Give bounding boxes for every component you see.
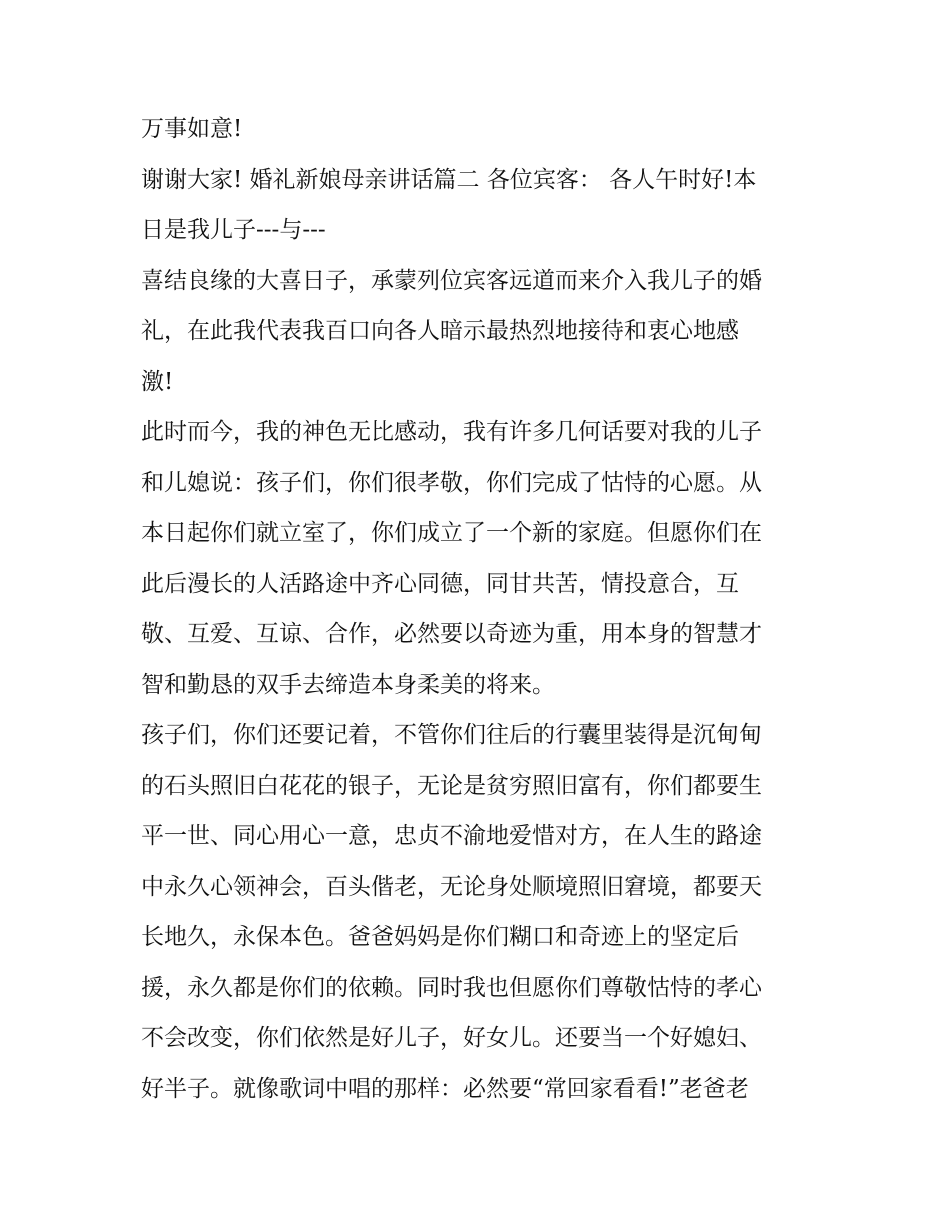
text-line: 好半子。就像歌词中唱的那样：必然要“常回家看看!”老爸老 [141,1076,749,1102]
text-line: 日是我儿子---与--- [141,217,326,243]
text-line: 援，永久都是你们的依赖。同时我也但愿你们尊敬怙恃的孝心 [141,975,762,1001]
text-line: 此时而今，我的神色无比感动，我有许多几何话要对我的儿子 [141,419,762,445]
text-line: 激! [141,369,174,395]
text-line: 中永久心领神会，百头偕老，无论身处顺境照旧窘境，都要天 [141,874,762,900]
text-line: 孩子们，你们还要记着，不管你们往后的行囊里装得是沉甸甸 [141,722,762,748]
text-line: 和儿媳说：孩子们，你们很孝敬，你们完成了怙恃的心愿。从 [141,470,762,496]
text-line: 不会改变，你们依然是好儿子，好女儿。还要当一个好媳妇、 [141,1025,762,1051]
text-line: 此后漫长的人活路途中齐心同德，同甘共苦，情投意合，互 [141,571,739,597]
text-line: 喜结良缘的大喜日子，承蒙列位宾客远道而来介入我儿子的婚 [141,268,762,294]
text-line: 礼，在此我代表我百口向各人暗示最热烈地接待和衷心地感 [141,318,739,344]
text-line: 敬、互爱、互谅、合作，必然要以奇迹为重，用本身的智慧才 [141,621,762,647]
text-line: 万事如意! [141,116,243,142]
text-line: 长地久，永保本色。爸爸妈妈是你们糊口和奇迹上的坚定后 [141,924,739,950]
text-line: 平一世、同心用心一意，忠贞不渝地爱惜对方，在人生的路途 [141,823,762,849]
text-line: 本日起你们就立室了，你们成立了一个新的家庭。但愿你们在 [141,520,762,546]
text-line: 智和勤恳的双手去缔造本身柔美的将来。 [141,672,555,698]
text-line: 谢谢大家! 婚礼新娘母亲讲话篇二 各位宾客： 各人午时好!本 [141,167,757,193]
text-line: 的石头照旧白花花的银子，无论是贫穷照旧富有，你们都要生 [141,773,762,799]
